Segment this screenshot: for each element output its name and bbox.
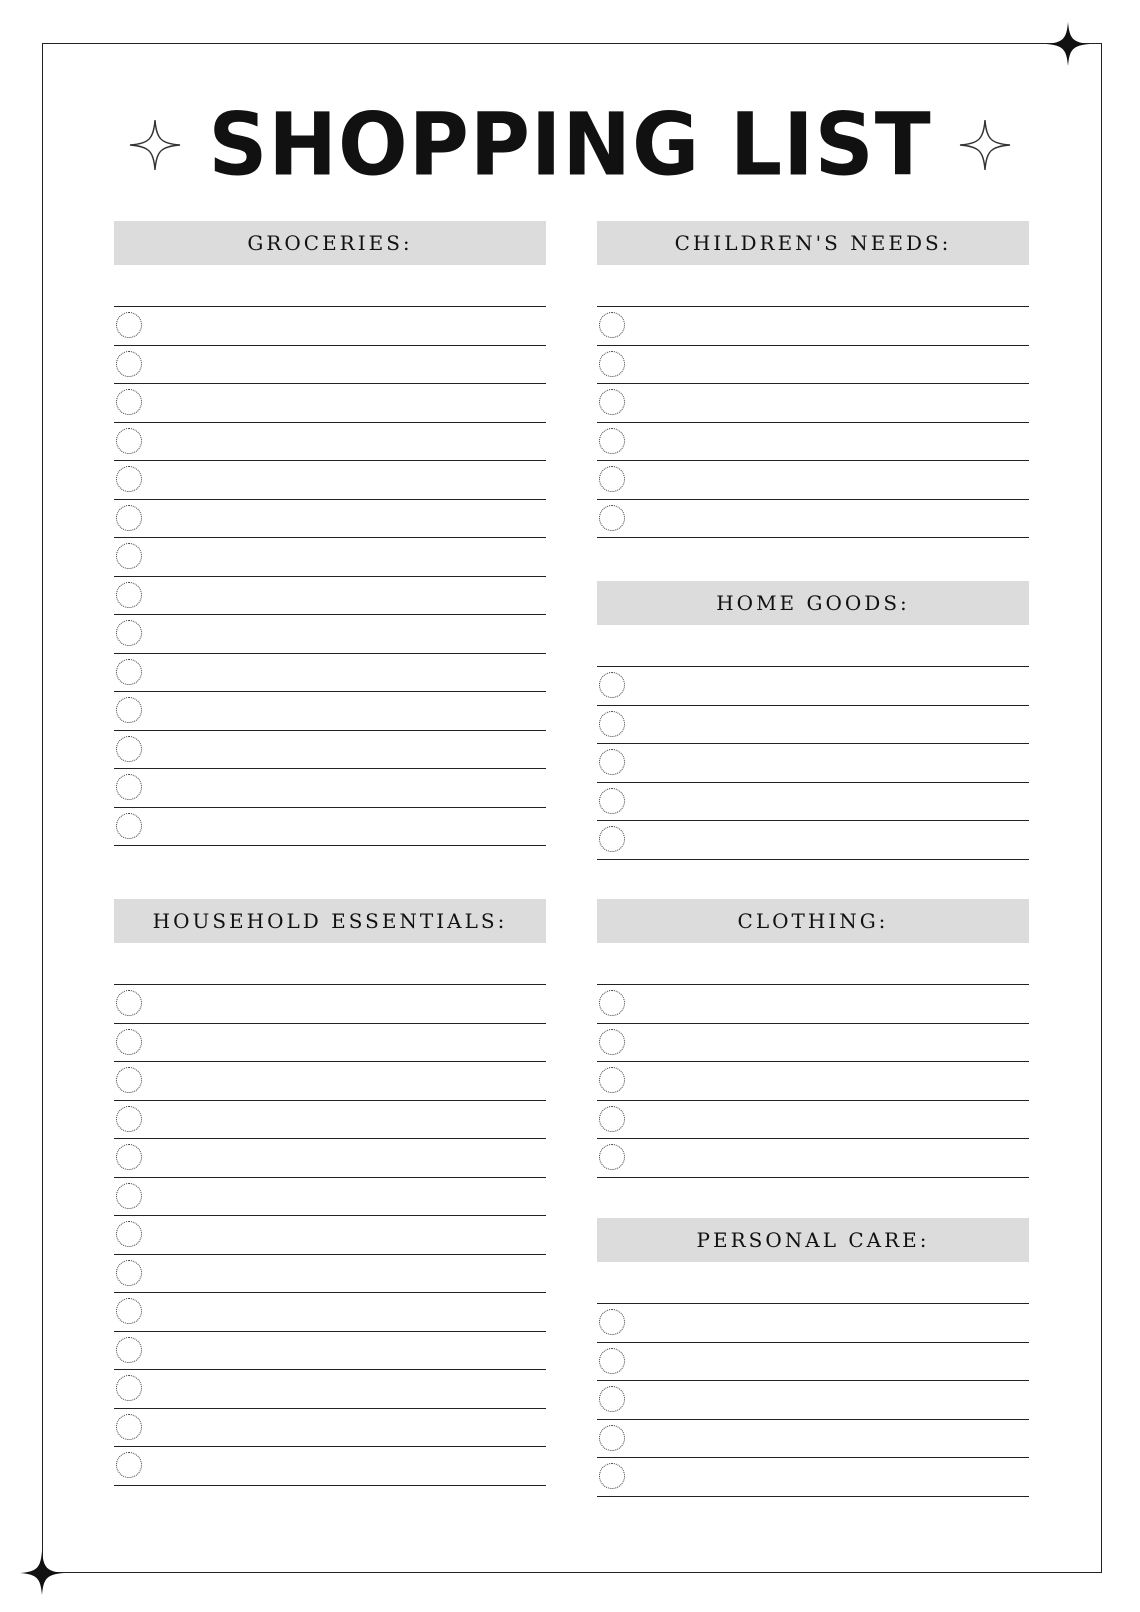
list-item-line[interactable] (114, 808, 546, 847)
page-title: SHOPPING LIST (208, 95, 932, 195)
section-header: GROCERIES: (114, 221, 546, 265)
list-item-line[interactable] (114, 1178, 546, 1217)
section-household-essentials (114, 899, 546, 1486)
list-item-line[interactable] (114, 769, 546, 808)
list-item-line[interactable] (597, 1062, 1029, 1101)
list-item-line[interactable] (114, 1216, 546, 1255)
list-item-line[interactable] (597, 985, 1029, 1024)
list-item-line[interactable] (114, 538, 546, 577)
list-item-line[interactable] (114, 1101, 546, 1140)
checkbox-circle-icon[interactable] (599, 990, 625, 1016)
list-item-line[interactable] (597, 1381, 1029, 1420)
checkbox-circle-icon[interactable] (116, 505, 142, 531)
list-item-line[interactable] (114, 423, 546, 462)
checkbox-circle-icon[interactable] (116, 389, 142, 415)
list-item-line[interactable] (597, 500, 1029, 539)
checkbox-circle-icon[interactable] (116, 1298, 142, 1324)
list-item-line[interactable] (597, 307, 1029, 346)
checkbox-circle-icon[interactable] (599, 1029, 625, 1055)
checkbox-circle-icon[interactable] (116, 1452, 142, 1478)
checkbox-circle-icon[interactable] (599, 1144, 625, 1170)
item-rows (114, 306, 546, 846)
section-childrens-needs (597, 221, 1029, 538)
checkbox-circle-icon[interactable] (599, 505, 625, 531)
list-item-line[interactable] (114, 307, 546, 346)
list-item-line[interactable] (597, 706, 1029, 745)
list-item-line[interactable] (597, 1139, 1029, 1178)
item-rows (597, 1303, 1029, 1497)
sparkle-icon (958, 118, 1012, 172)
section-header: CHILDREN'S NEEDS: (597, 221, 1029, 265)
checkbox-circle-icon[interactable] (599, 389, 625, 415)
list-item-line[interactable] (114, 384, 546, 423)
list-item-line[interactable] (597, 744, 1029, 783)
list-item-line[interactable] (114, 1024, 546, 1063)
list-item-line[interactable] (597, 1420, 1029, 1459)
checkbox-circle-icon[interactable] (116, 312, 142, 338)
checkbox-circle-icon[interactable] (116, 1183, 142, 1209)
checkbox-circle-icon[interactable] (116, 543, 142, 569)
list-item-line[interactable] (597, 821, 1029, 860)
list-item-line[interactable] (114, 731, 546, 770)
checkbox-circle-icon[interactable] (116, 813, 142, 839)
checkbox-circle-icon[interactable] (116, 428, 142, 454)
checkbox-circle-icon[interactable] (116, 620, 142, 646)
list-item-line[interactable] (114, 1447, 546, 1486)
checkbox-circle-icon[interactable] (599, 1067, 625, 1093)
sparkle-icon (128, 118, 182, 172)
title-row (0, 95, 1140, 195)
item-rows (597, 984, 1029, 1178)
list-item-line[interactable] (114, 461, 546, 500)
list-item-line[interactable] (597, 346, 1029, 385)
corner-star-icon (20, 1551, 64, 1595)
checkbox-circle-icon[interactable] (116, 1414, 142, 1440)
checkbox-circle-icon[interactable] (599, 351, 625, 377)
list-item-line[interactable] (597, 461, 1029, 500)
list-item-line[interactable] (597, 1024, 1029, 1063)
item-rows (114, 984, 546, 1486)
checkbox-circle-icon[interactable] (599, 1106, 625, 1132)
list-item-line[interactable] (114, 1332, 546, 1371)
list-item-line[interactable] (114, 1139, 546, 1178)
list-item-line[interactable] (114, 500, 546, 539)
list-item-line[interactable] (114, 985, 546, 1024)
list-item-line[interactable] (597, 423, 1029, 462)
checkbox-circle-icon[interactable] (116, 1260, 142, 1286)
list-item-line[interactable] (114, 615, 546, 654)
checkbox-circle-icon[interactable] (116, 659, 142, 685)
list-item-line[interactable] (114, 346, 546, 385)
checkbox-circle-icon[interactable] (116, 1375, 142, 1401)
checkbox-circle-icon[interactable] (116, 1144, 142, 1170)
section-groceries (114, 221, 546, 846)
checkbox-circle-icon[interactable] (599, 1309, 625, 1335)
section-header: HOME GOODS: (597, 581, 1029, 625)
section-header: CLOTHING: (597, 899, 1029, 943)
list-item-line[interactable] (597, 1101, 1029, 1140)
checkbox-circle-icon[interactable] (116, 1221, 142, 1247)
checkbox-circle-icon[interactable] (116, 1106, 142, 1132)
list-item-line[interactable] (114, 1370, 546, 1409)
checkbox-circle-icon[interactable] (116, 582, 142, 608)
list-item-line[interactable] (114, 1062, 546, 1101)
checkbox-circle-icon[interactable] (599, 749, 625, 775)
list-item-line[interactable] (114, 1409, 546, 1448)
checkbox-circle-icon[interactable] (599, 466, 625, 492)
item-rows (597, 306, 1029, 538)
corner-star-icon (1046, 22, 1090, 66)
item-rows (597, 666, 1029, 860)
list-item-line[interactable] (114, 577, 546, 616)
checkbox-circle-icon[interactable] (599, 312, 625, 338)
checkbox-circle-icon[interactable] (599, 826, 625, 852)
list-item-line[interactable] (114, 1255, 546, 1294)
list-item-line[interactable] (597, 783, 1029, 822)
section-home-goods (597, 581, 1029, 860)
checkbox-circle-icon[interactable] (599, 672, 625, 698)
section-header: PERSONAL CARE: (597, 1218, 1029, 1262)
checkbox-circle-icon[interactable] (116, 466, 142, 492)
checkbox-circle-icon[interactable] (116, 774, 142, 800)
checkbox-circle-icon[interactable] (116, 990, 142, 1016)
section-header: HOUSEHOLD ESSENTIALS: (114, 899, 546, 943)
checkbox-circle-icon[interactable] (116, 1067, 142, 1093)
list-item-line[interactable] (114, 692, 546, 731)
list-item-line[interactable] (114, 654, 546, 693)
checkbox-circle-icon[interactable] (116, 697, 142, 723)
checkbox-circle-icon[interactable] (599, 1463, 625, 1489)
list-item-line[interactable] (597, 1343, 1029, 1382)
checkbox-circle-icon[interactable] (599, 788, 625, 814)
list-item-line[interactable] (597, 384, 1029, 423)
section-clothing (597, 899, 1029, 1178)
list-item-line[interactable] (114, 1293, 546, 1332)
checkbox-circle-icon[interactable] (599, 711, 625, 737)
checkbox-circle-icon[interactable] (599, 1348, 625, 1374)
checkbox-circle-icon[interactable] (116, 351, 142, 377)
list-item-line[interactable] (597, 1304, 1029, 1343)
checkbox-circle-icon[interactable] (599, 1425, 625, 1451)
checkbox-circle-icon[interactable] (599, 428, 625, 454)
list-item-line[interactable] (597, 667, 1029, 706)
checkbox-circle-icon[interactable] (599, 1386, 625, 1412)
list-item-line[interactable] (597, 1458, 1029, 1497)
checkbox-circle-icon[interactable] (116, 1029, 142, 1055)
checkbox-circle-icon[interactable] (116, 1337, 142, 1363)
section-personal-care (597, 1218, 1029, 1497)
checkbox-circle-icon[interactable] (116, 736, 142, 762)
